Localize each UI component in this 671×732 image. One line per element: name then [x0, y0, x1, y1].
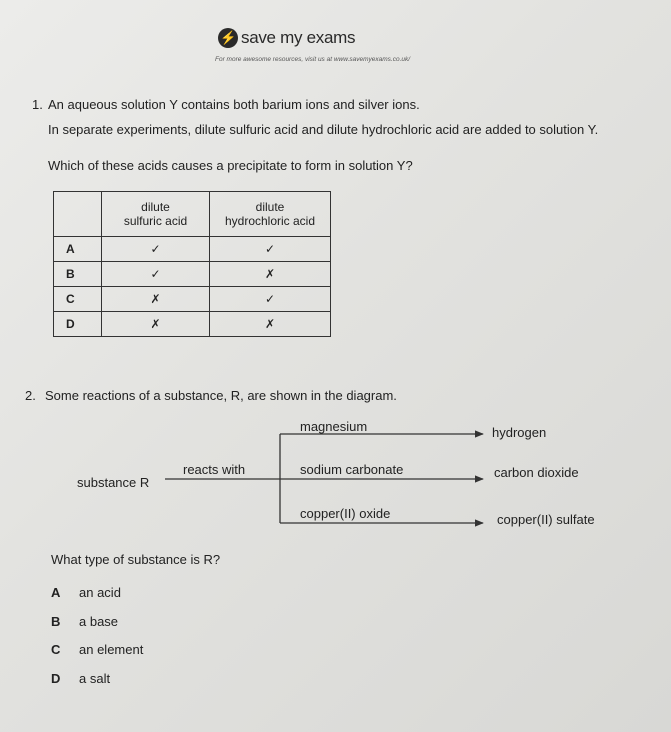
brand-name: save my exams [241, 28, 356, 47]
cross-mark: ✗ [210, 312, 331, 337]
option-text-c: an element [79, 642, 144, 657]
cross-mark: ✗ [102, 312, 210, 337]
option-letter-c: C [51, 642, 61, 657]
row-label: C [54, 287, 102, 312]
check-mark: ✓ [210, 287, 331, 312]
q2-number: 2. [25, 388, 36, 403]
check-mark: ✓ [102, 237, 210, 262]
q1-number: 1. [32, 97, 43, 112]
reagent-magnesium: magnesium [300, 419, 368, 434]
cross-mark: ✗ [210, 262, 331, 287]
col-hydrochloric-header: dilute hydrochloric acid [210, 192, 331, 237]
row-label: B [54, 262, 102, 287]
q1-line3: Which of these acids causes a precipitate to form in solution Y? [48, 158, 413, 173]
product-hydrogen: hydrogen [492, 425, 547, 440]
col-sulfuric-header: dilute sulfuric acid [102, 192, 210, 237]
option-letter-b: B [51, 614, 61, 629]
brand-tagline: For more awesome resources, visit us at www.savemyexams.co.uk/ [215, 56, 411, 63]
option-letter-d: D [51, 671, 61, 686]
bolt-icon: ⚡ [218, 28, 238, 48]
option-letter-a: A [51, 585, 61, 600]
row-label: A [54, 237, 102, 262]
check-mark: ✓ [210, 237, 331, 262]
reacts-with-label: reacts with [183, 462, 246, 477]
q1-line1: An aqueous solution Y contains both barium ions and silver ions. [48, 97, 420, 112]
reagent-sodium-carbonate: sodium carbonate [300, 462, 404, 477]
q2-question: What type of substance is R? [51, 552, 221, 567]
cross-mark: ✗ [102, 287, 210, 312]
check-mark: ✓ [102, 262, 210, 287]
option-text-a: an acid [79, 585, 121, 600]
product-copper-sulfate: copper(II) sulfate [497, 512, 595, 527]
product-carbon-dioxide: carbon dioxide [494, 465, 579, 480]
q1-line2: In separate experiments, dilute sulfuric acid and dilute hydrochloric acid are added to solution Y. [48, 122, 599, 137]
substance-r-label: substance R [77, 475, 150, 490]
option-text-d: a salt [79, 671, 111, 686]
reagent-copper-oxide: copper(II) oxide [300, 506, 391, 521]
option-text-b: a base [79, 614, 119, 629]
row-label: D [54, 312, 102, 337]
q2-line1: Some reactions of a substance, R, are shown in the diagram. [45, 388, 397, 403]
